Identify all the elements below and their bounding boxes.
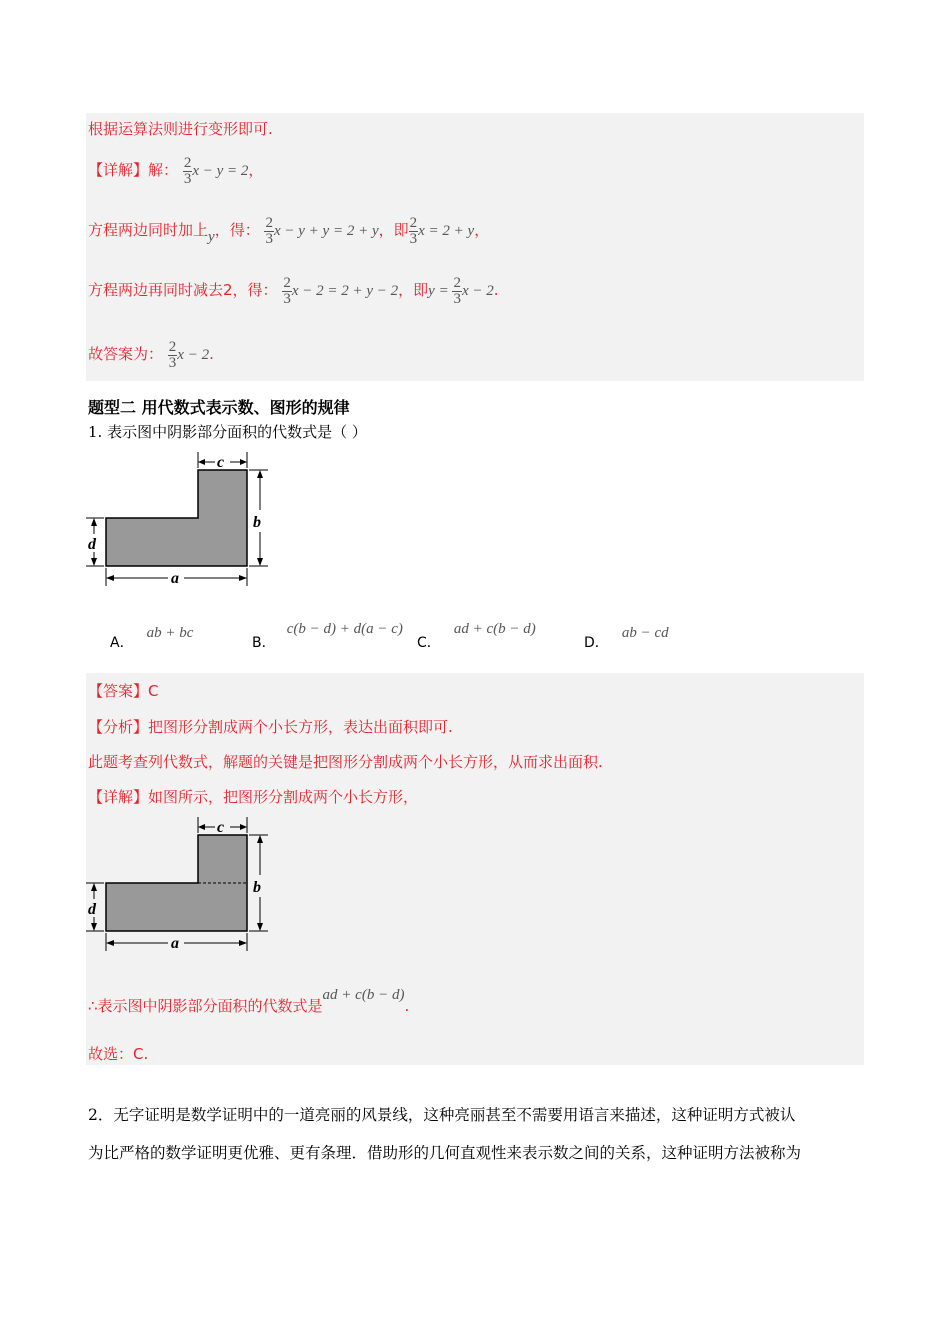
label-d: d [88,901,96,918]
option-b-letter: B． [252,635,276,651]
analysis-line: 【分析】把图形分割成两个小长方形，表达出面积即可. [88,718,453,736]
eq5-lhs: y = [428,283,449,299]
eq4-rest: x − 2 = 2 + y − 2 [291,283,399,299]
section-heading: 题型二 用代数式表示数、图形的规律 [88,398,350,417]
label-b: b [253,879,261,896]
comma: ， [474,221,490,239]
option-d[interactable] [584,622,669,651]
label-c: c [217,454,225,471]
method-line: 根据运算法则进行变形即可. [88,120,273,138]
line3-text: 方程两边同时加上 [88,221,209,239]
equation-6 [168,339,210,372]
comma: ， [248,161,264,179]
eq1-rest: x − y = 2 [192,163,249,179]
l-shape-figure-split [84,815,274,955]
frac-den: 3 [183,171,192,188]
detail-line-1 [88,152,263,189]
conclusion-text: ∴表示图中阴影部分面积的代数式是 [88,997,323,1015]
equation-1 [183,155,249,188]
label-b: b [253,514,261,531]
equation-3 [409,215,475,248]
shaded-l-region [106,470,247,566]
frac-num: 2 [265,215,273,232]
choice-line: 故选：C. [88,1045,149,1063]
frac-num: 2 [183,155,192,172]
frac-den: 3 [409,231,418,248]
period: . [493,281,499,299]
label-d: d [88,536,96,553]
option-d-expr: ab − cd [621,625,669,641]
option-c-expr: ad + c(b − d) [453,621,536,637]
equation-2 [264,215,379,248]
detail-label: 【详解】 [88,161,149,179]
question-2-line-1: 2．无字证明是数学证明中的一道亮丽的风景线，这种亮丽甚至不需要用语言来描述，这种证明方式被认 [88,1106,796,1124]
option-a[interactable] [110,622,194,651]
option-d-letter: D． [584,635,609,651]
l-shape-figure [84,450,274,590]
equation-4 [282,275,399,308]
eq6-rest: x − 2 [177,347,210,363]
option-b[interactable] [252,618,403,651]
line3-get: ，得： [214,221,260,239]
option-a-expr: ab + bc [146,625,194,641]
conclusion-line [88,980,409,1021]
option-b-expr: c(b − d) + d(a − c) [286,621,403,637]
label-c: c [217,819,225,836]
frac-num: 2 [168,339,177,356]
answer-line [88,336,214,373]
question-2-line-2: 为比严格的数学证明更优雅、更有条理．借助形的几何直观性来表示数之间的关系，这种证明方法被称为 [88,1144,802,1162]
line3-ji: ，即 [378,221,409,239]
frac-den: 3 [265,231,273,248]
eq5-rest: x − 2 [461,283,494,299]
question-1: 1. 表示图中阴影部分面积的代数式是（ ） [88,423,367,441]
option-c[interactable] [417,618,536,651]
conclusion-end: . [404,997,410,1015]
frac-den: 3 [168,355,177,372]
detail-line-3 [88,272,499,309]
eq3-rest: x = 2 + y [418,223,475,239]
line4-ji: ，即 [398,281,429,299]
detail-prefix: 解： [148,161,179,179]
frac-num: 2 [453,275,461,292]
var-y: y [208,229,215,245]
label-a: a [171,570,179,587]
frac-den: 3 [453,291,461,308]
answer-c: 【答案】C [88,682,159,700]
note-line: 此题考查列代数式，解题的关键是把图形分割成两个小长方形，从而求出面积. [88,753,603,771]
frac-num: 2 [283,275,291,292]
label-a: a [171,935,179,952]
line5-text: 故答案为： [88,345,164,363]
detail-line-2 [88,212,489,249]
option-c-letter: C． [417,635,441,651]
period: . [209,345,214,363]
detail-line: 【详解】如图所示，把图形分割成两个小长方形， [88,788,419,806]
equation-5 [428,275,494,308]
option-a-letter: A． [110,635,134,651]
frac-num: 2 [409,215,418,232]
eq2-rest: x − y + y = 2 + y [273,223,379,239]
frac-den: 3 [283,291,291,308]
line4-text: 方程两边再同时减去2，得： [88,281,278,299]
conclusion-expr: ad + c(b − d) [322,987,405,1003]
